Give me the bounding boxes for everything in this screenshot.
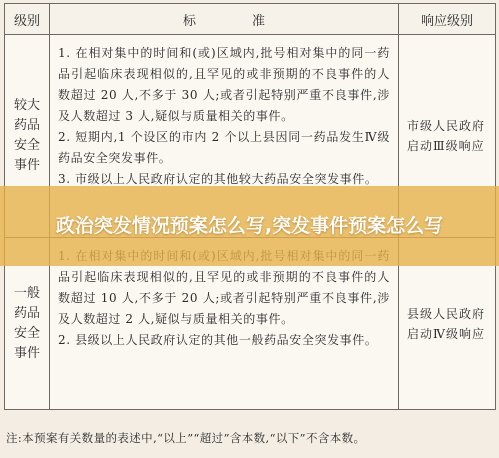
standard-item: 品引起临床表现相似的,且罕见的或非预期的不良事件的人数超过 10 人,不多于 20 人;或者引起特别严重不良事件,涉及人数超过 2 人,疑似与质量相关的事件。 <box>58 270 390 326</box>
category-label: 较大药品安全事件 <box>13 98 40 173</box>
standard-item: 2. 短期内,1 个设区的市内 2 个以上县因同一药品发生Ⅳ级药品安全突发事件。 <box>58 130 390 165</box>
standard-item: 3. 市级以上人民政府认定的其他较大药品安全突发事件。 <box>58 172 378 186</box>
category-label: 一般药品安全事件 <box>13 285 40 361</box>
header-category: 级别 <box>5 4 50 35</box>
standard-item: 1. 在相对集中的时间和(或)区域内,批号相对集中的同一药品引起临床表现相似的,且罕见的或非预期的不良事件的人数超过 20 人,不多于 30 人;或者引起特别严重不良事件,涉及人数超过 3 人,疑似与质量相关的事件。 <box>58 46 390 123</box>
footnote: 注:本预案有关数量的表述中,“以上”“超过”含本数,“以下”不含本数。 <box>6 431 366 445</box>
response-cell: 县级人民政府启动Ⅳ级响应 <box>399 238 496 410</box>
response-cell: 市级人民政府启动Ⅲ级响应 <box>399 35 496 238</box>
title-banner <box>0 186 499 266</box>
standard-item: 2. 县级以上人民政府认定的其他一般药品安全突发事件。 <box>58 333 378 347</box>
header-standard: 标准 <box>50 4 399 35</box>
table-header-row <box>5 4 496 35</box>
banner-title: 政治突发情况预案怎么写,突发事件预案怎么写 <box>55 215 444 237</box>
header-response: 响应级别 <box>399 4 496 35</box>
